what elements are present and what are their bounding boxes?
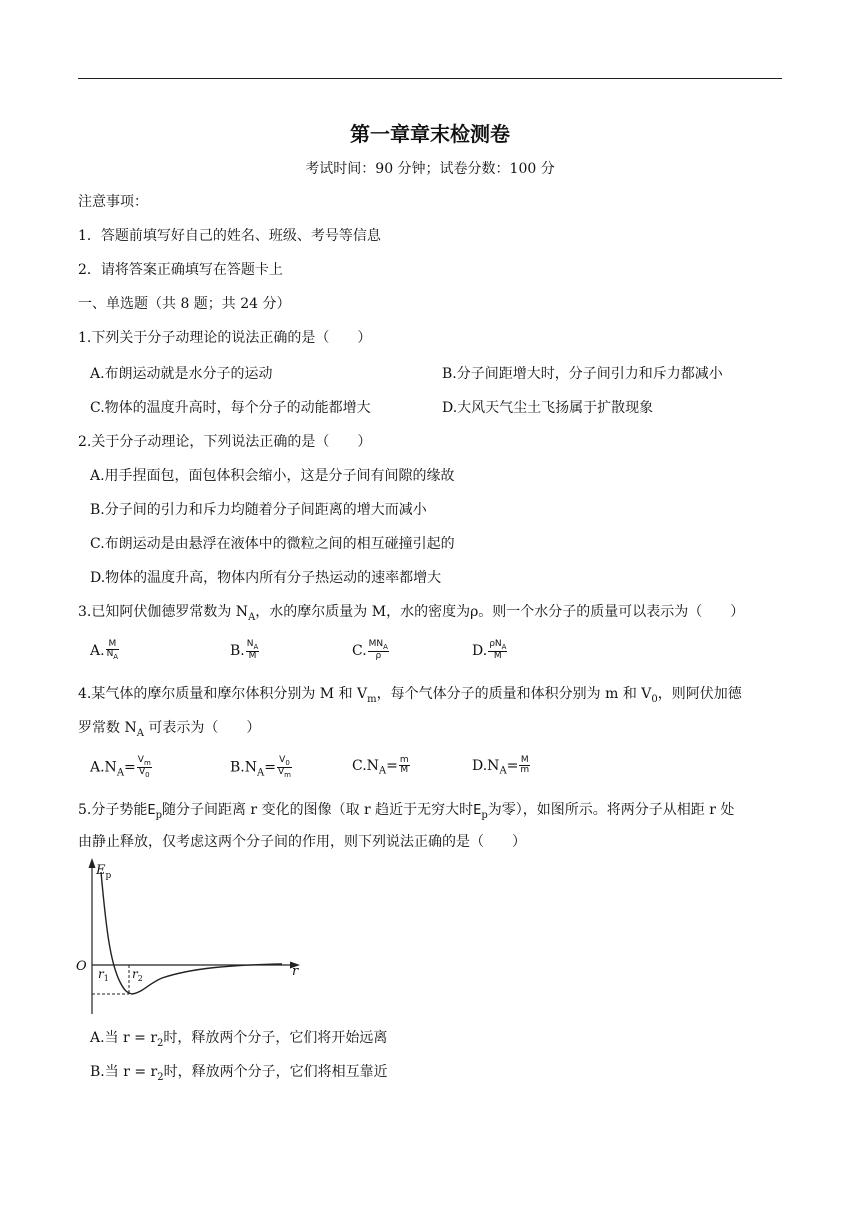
fraction: $\frac{V_m}{V_0}$: [137, 755, 151, 779]
option-d: $D.N_A=$ $\frac{M}{m}$: [472, 755, 530, 777]
page-title: 第一章章末检测卷: [350, 122, 510, 146]
header-rule: [78, 78, 782, 79]
option-d: D.大风天气尘土飞扬属于扩散现象: [442, 400, 654, 416]
option-d: D.物体的温度升高，物体内所有分子热运动的速率都增大: [90, 570, 442, 586]
fraction: $\frac{\rho N_A}{M}$: [489, 639, 507, 662]
r2-label: $r_2$: [132, 967, 143, 983]
option-a: A.布朗运动就是水分子的运动: [90, 366, 273, 382]
option-b: $B.N_A=$ $\frac{V_0}{V_m}$: [230, 755, 291, 779]
y-axis-label: $E_p$: [96, 863, 112, 881]
option-b: B.当 $r = r_2$时，释放两个分子，它们将相互靠近: [90, 1064, 388, 1083]
option-c: C.物体的温度升高时，每个分子的动能都增大: [90, 400, 371, 416]
question-stem: 4.某气体的摩尔质量和摩尔体积分别为 M 和 $V_m$，每个气体分子的质量和体积分别为 m 和 $V_0$，则阿伏加德: [78, 686, 742, 705]
question-stem: 1.下列关于分子动理论的说法正确的是（ ）: [78, 330, 372, 346]
x-axis-label: r: [292, 964, 299, 979]
question-stem-cont: 罗常数 $N_A$ 可表示为（ ）: [78, 720, 261, 739]
fraction: $\frac{MN_A}{\rho}$: [368, 639, 388, 662]
option-b: B.分子间的引力和斥力均随着分子间距离的增大而减小: [90, 502, 427, 518]
exam-info: 考试时间：90 分钟；试卷分数：100 分: [305, 161, 555, 177]
fraction: $\frac{m}{M}$: [399, 755, 409, 776]
option-a: A.用手捏面包，面包体积会缩小，这是分子间有间隙的缘故: [90, 468, 455, 484]
ep-curve: [101, 872, 282, 994]
fraction: $\frac{M}{N_A}$: [106, 639, 119, 662]
option-c: $C.N_A=$ $\frac{m}{M}$: [352, 755, 409, 777]
fraction: $\frac{V_0}{V_m}$: [277, 755, 291, 779]
notice-item: 1．答题前填写好自己的姓名、班级、考号等信息: [78, 228, 381, 244]
question-stem: 2.关于分子动理论，下列说法正确的是（ ）: [78, 434, 372, 450]
notice-item: 2．请将答案正确填写在答题卡上: [78, 262, 283, 278]
fraction: $\frac{N_A}{M}$: [246, 639, 259, 662]
fraction: $\frac{M}{m}$: [520, 755, 530, 776]
y-axis-arrow: [89, 858, 96, 868]
question-stem: 3.已知阿伏伽德罗常数为 $N_A$，水的摩尔质量为 M，水的密度为ρ。则一个水分子的质量可以表示为（ ）: [78, 604, 745, 623]
section-heading: 一、单选题（共 8 题；共 24 分）: [78, 296, 291, 312]
option-c: C.布朗运动是由悬浮在液体中的微粒之间的相互碰撞引起的: [90, 536, 455, 552]
r1-label: $r_1$: [98, 967, 109, 983]
option-a: $A.N_A=$ $\frac{V_m}{V_0}$: [90, 755, 151, 779]
option-d: D. $\frac{\rho N_A}{M}$: [472, 639, 507, 662]
option-c: C. $\frac{MN_A}{\rho}$: [352, 639, 388, 662]
question-stem: 5.分子势能$E_p$随分子间距离 r 变化的图像（取 r 趋近于无穷大时$E_p$为零），如图所示。将两分子从相距 r 处: [78, 802, 735, 821]
option-a: A.当 $r = r_2$时，释放两个分子，它们将开始远离: [90, 1030, 388, 1049]
origin-label: O: [76, 959, 87, 974]
option-a: A. $\frac{M}{N_A}$: [90, 639, 119, 662]
potential-energy-graph: [70, 852, 310, 1024]
option-b: B. $\frac{N_A}{M}$: [230, 639, 259, 662]
notice-heading: 注意事项：: [78, 194, 148, 210]
question-stem-cont: 由静止释放，仅考虑这两个分子间的作用，则下列说法正确的是（ ）: [78, 834, 526, 850]
option-b: B.分子间距增大时，分子间引力和斥力都减小: [442, 366, 723, 382]
